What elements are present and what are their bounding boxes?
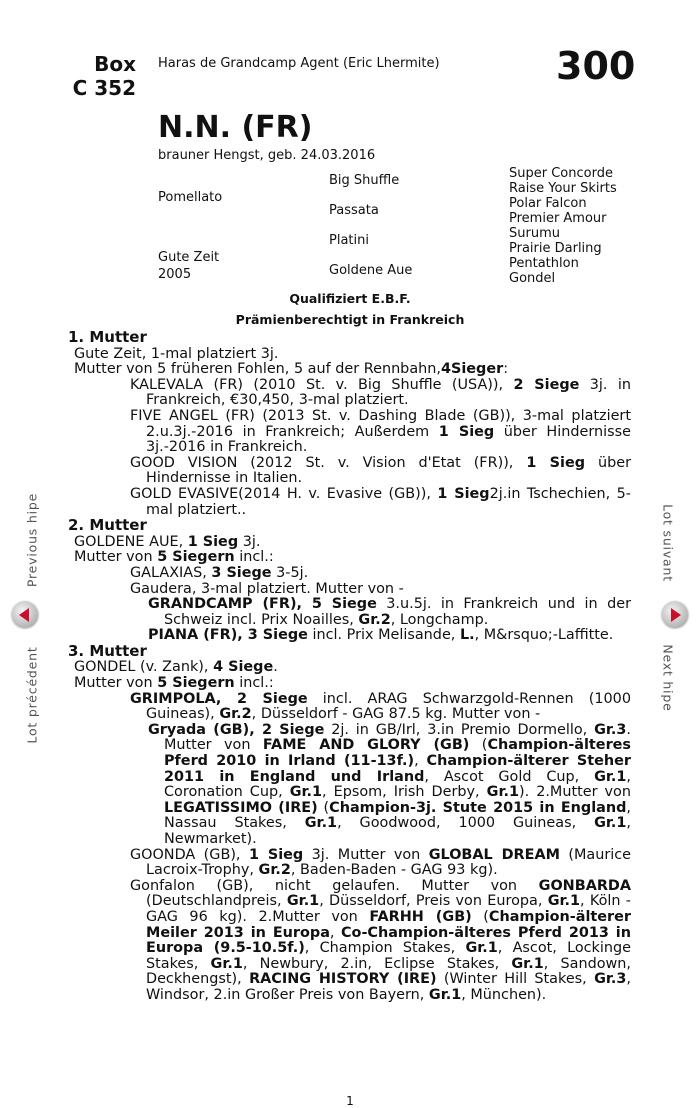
- text-bold: 2 Siege: [513, 376, 580, 393]
- text-bold: 5 Siegern: [157, 549, 235, 566]
- pedigree-dam-year: 2005: [158, 267, 192, 282]
- text-bold: Gr.1: [547, 893, 581, 910]
- text: GOOD VISION (2012 St. v. Vision d'Etat (FR)),: [130, 454, 527, 471]
- dam-line: Gute Zeit, 1-mal platziert 3j.: [74, 345, 279, 362]
- text-bold: 1 Sieg: [526, 454, 586, 471]
- qualification-note: Qualifiziert E.B.F.: [289, 291, 411, 306]
- text-bold: Gr.1: [511, 955, 544, 972]
- text: ,: [414, 753, 427, 770]
- text-bold: FARHH (GB): [369, 908, 472, 925]
- offspring-entry: [68, 566, 631, 582]
- agent-text: Haras de Grandcamp Agent (Eric Lhermite): [158, 56, 440, 71]
- text-bold: 4 Siege: [213, 659, 274, 676]
- previous-lot-label[interactable]: Lot précédent: [24, 646, 40, 744]
- box-title: Box: [94, 52, 136, 76]
- next-hipe-label[interactable]: Next hipe: [660, 644, 676, 712]
- text: 3j. in Frankreich, €30,450, 3-mal platziert.: [146, 376, 631, 409]
- pedigree-gen2-2: Passata: [329, 203, 379, 218]
- pedigree-sire: Pomellato: [158, 190, 223, 205]
- text-bold: 4Sieger: [440, 361, 504, 378]
- produce-summary: [68, 362, 631, 378]
- dam-line: [68, 660, 631, 676]
- pedigree-dam: Gute Zeit: [158, 250, 220, 265]
- text: , Nassau Stakes,: [164, 799, 631, 832]
- text-bold: 1 Sieg: [438, 423, 495, 440]
- produce-summary: [68, 676, 631, 692]
- text: KALEVALA (FR) (2010 St. v. Big Shuffle (USA)),: [130, 376, 514, 393]
- text-bold: Gr.1: [428, 986, 462, 1003]
- dam-line: [68, 535, 631, 551]
- text: (Maurice Lacroix-Trophy,: [146, 846, 631, 879]
- text-bold: FAME AND GLORY (GB): [262, 737, 470, 754]
- pedigree-gen2-4: Goldene Aue: [329, 263, 413, 278]
- text: FIVE ANGEL (FR) (2013 St. v. Dashing Blade (GB)), 3-mal platziert 2.u.3j.-2016 in Frankreich; Außerdem: [130, 407, 631, 440]
- previous-lot-button[interactable]: [12, 602, 38, 628]
- offspring-entry: [68, 692, 631, 723]
- pedigree-gen3-item: Gondel: [509, 271, 556, 286]
- text-bold: Gr.1: [594, 815, 627, 832]
- next-lot-button[interactable]: [662, 602, 688, 628]
- text: . Mutter von: [164, 721, 631, 754]
- text-bold: Gryada (GB), 2 Siege: [148, 721, 325, 738]
- text: , Ascot Gold Cup,: [424, 768, 595, 785]
- text-bold: 1 Sieg: [248, 846, 304, 863]
- text: GOLDENE AUE,: [74, 533, 188, 550]
- next-lot-label[interactable]: Lot suivant: [660, 504, 676, 582]
- left-arrow-icon: [12, 602, 38, 628]
- text: , Sandown, Deckhengst),: [146, 955, 631, 988]
- text-bold: LEGATISSIMO (IRE): [164, 799, 318, 816]
- text-bold: 1 Sieg: [437, 485, 490, 502]
- text: , Ascot, Lockinge Stakes,: [146, 940, 631, 972]
- pedigree-gen3: [509, 166, 617, 286]
- text: , Newmarket).: [164, 815, 631, 847]
- text-bold: Champion-älteres Pferd 2010 in Irland (11-13f.): [164, 737, 631, 770]
- text-bold: Gr.2: [358, 611, 391, 628]
- text: 3.u.5j. in Frankreich und in der Schweiz incl. Prix Noailles,: [164, 596, 631, 628]
- text-bold: Gr.1: [594, 768, 627, 785]
- text-bold: Gr.1: [210, 955, 243, 972]
- catalogue-body: [68, 330, 631, 1004]
- offspring-entry: [68, 456, 631, 487]
- pedigree-gen3-item: Super Concorde: [509, 166, 613, 181]
- premium-note: Prämienberechtigt in Frankreich: [235, 312, 465, 327]
- pedigree-gen3-item: Pentathlon: [509, 256, 579, 271]
- right-arrow-icon: [662, 602, 688, 628]
- section-heading: 2. Mutter: [68, 516, 147, 535]
- text: , München).: [461, 986, 547, 1003]
- offspring-entry: Gaudera, 3-mal platziert. Mutter von -: [130, 580, 404, 597]
- horse-name: N.N. (FR): [158, 110, 313, 145]
- text: über Hindernisse in Italien.: [146, 454, 631, 487]
- pedigree-gen3-item: Premier Amour: [509, 211, 607, 226]
- text: 2j.in Tschechien, 5-mal platziert..: [146, 485, 631, 518]
- text: (: [317, 799, 330, 816]
- grand-offspring-entry: [86, 597, 631, 628]
- text: .: [273, 659, 278, 676]
- text: :: [503, 361, 509, 378]
- offspring-entry: [68, 487, 631, 518]
- text-bold: GLOBAL DREAM: [428, 846, 560, 863]
- text: incl. Prix Melisande,: [307, 627, 460, 644]
- grand-offspring-entry: [86, 723, 631, 848]
- text: , Goodwood, 1000 Guineas,: [337, 815, 595, 832]
- text: incl. ARAG Schwarzgold-Rennen (1000 Guineas),: [146, 690, 631, 723]
- text: (: [469, 737, 488, 754]
- text: 3j.: [238, 533, 261, 550]
- text-bold: Gr.1: [486, 784, 519, 801]
- text: 3-5j.: [271, 564, 309, 581]
- pedigree-gen3-item: Surumu: [509, 226, 560, 241]
- offspring-entry: [68, 879, 631, 1004]
- text-bold: Co-Champion-älteres Pferd 2013 in Europa (9.5-10.5f.): [146, 924, 631, 957]
- text: ). 2.Mutter von: [519, 784, 631, 801]
- text: 2j. in GB/Irl, 3.in Premio Dormello,: [324, 721, 595, 738]
- text: GOLD EVASIVE(2014 H. v. Evasive (GB)),: [130, 485, 438, 502]
- grand-offspring-entry: [86, 628, 631, 644]
- text: (: [471, 908, 489, 925]
- text: , Düsseldorf - GAG 87.5 kg. Mutter von -: [251, 706, 541, 723]
- text-bold: Champion-älterer Meiler 2013 in Europa: [146, 908, 631, 941]
- text-bold: Gr.3: [594, 721, 627, 738]
- text-bold: GRANDCAMP (FR), 5 Siege: [148, 596, 377, 613]
- text: ,: [329, 924, 341, 941]
- previous-hipe-label[interactable]: Previous hipe: [24, 492, 40, 588]
- text: , Köln - GAG 96 kg). 2.Mutter von: [146, 893, 632, 925]
- text: , M&rsquo;-Laffitte.: [474, 627, 614, 644]
- text-bold: L.: [459, 627, 475, 644]
- text: , Düsseldorf, Preis von Europa,: [319, 893, 548, 910]
- text-bold: Gr.1: [465, 940, 498, 957]
- text-bold: Gr.3: [594, 971, 627, 988]
- text: über Hindernisse 3j.-2016 in Frankreich.: [146, 423, 631, 456]
- text: , Champion Stakes,: [304, 940, 466, 957]
- text: , Longchamp.: [390, 611, 489, 628]
- text: , Newbury, 2.in, Eclipse Stakes,: [242, 955, 512, 972]
- text-bold: Gr.1: [304, 815, 338, 832]
- text: GALAXIAS,: [130, 564, 212, 581]
- pedigree-gen3-item: Raise Your Skirts: [509, 181, 617, 196]
- text-bold: 1 Sieg: [187, 533, 239, 550]
- text-bold: Gr.2: [219, 706, 252, 723]
- offspring-entry: [68, 378, 631, 409]
- text-bold: 5 Siegern: [157, 675, 235, 692]
- text: GOONDA (GB),: [130, 846, 249, 863]
- section-heading: 1. Mutter: [68, 328, 147, 346]
- text: 3j. Mutter von: [303, 846, 429, 863]
- text-bold: Gr.2: [258, 862, 291, 879]
- text: incl.:: [234, 549, 274, 566]
- text: incl.:: [234, 675, 274, 692]
- text: Mutter von: [74, 549, 158, 566]
- text-bold: PIANA (FR), 3 Siege: [148, 627, 308, 644]
- text: , Epsom, Irish Derby,: [322, 784, 487, 801]
- offspring-entry: [68, 848, 631, 879]
- text: Mutter von 5 früheren Fohlen, 5 auf der Rennbahn,: [74, 361, 441, 378]
- text-bold: Champion-älterer Steher 2011 in England und Irland: [164, 753, 632, 785]
- text: (Deutschlandpreis,: [146, 893, 287, 910]
- text: (Winter Hill Stakes,: [436, 971, 595, 988]
- page-number: 1: [346, 1094, 354, 1108]
- pedigree-gen3-item: Polar Falcon: [509, 196, 587, 211]
- text-bold: GRIMPOLA, 2 Siege: [130, 690, 308, 707]
- text-bold: RACING HISTORY (IRE): [249, 971, 437, 988]
- lot-number: 300: [556, 44, 636, 88]
- produce-summary: [68, 550, 631, 566]
- text-bold: Gr.1: [286, 893, 320, 910]
- text: , Baden-Baden - GAG 93 kg).: [290, 862, 498, 879]
- box-label: [62, 52, 136, 100]
- text-bold: GONBARDA: [538, 877, 631, 894]
- offspring-entry: [68, 409, 631, 456]
- section-heading: 3. Mutter: [68, 641, 147, 660]
- text: , Coronation Cup,: [164, 768, 631, 801]
- text: Mutter von: [74, 675, 158, 692]
- pedigree-gen2-3: Platini: [329, 233, 369, 248]
- text-bold: Gr.1: [289, 784, 323, 801]
- text-bold: Champion-3j. Stute 2015 in England: [329, 799, 627, 816]
- pedigree-gen3-item: Prairie Darling: [509, 241, 602, 256]
- text-bold: 3 Siege: [211, 564, 272, 581]
- pedigree-gen2-1: Big Shuffle: [329, 173, 400, 188]
- text: , Windsor, 2.in Großer Preis von Bayern,: [146, 971, 631, 1003]
- horse-description: brauner Hengst, geb. 24.03.2016: [158, 148, 376, 163]
- text: Gonfalon (GB), nicht gelaufen. Mutter von: [130, 877, 539, 894]
- box-number: C 352: [72, 76, 136, 100]
- text: GONDEL (v. Zank),: [74, 659, 214, 676]
